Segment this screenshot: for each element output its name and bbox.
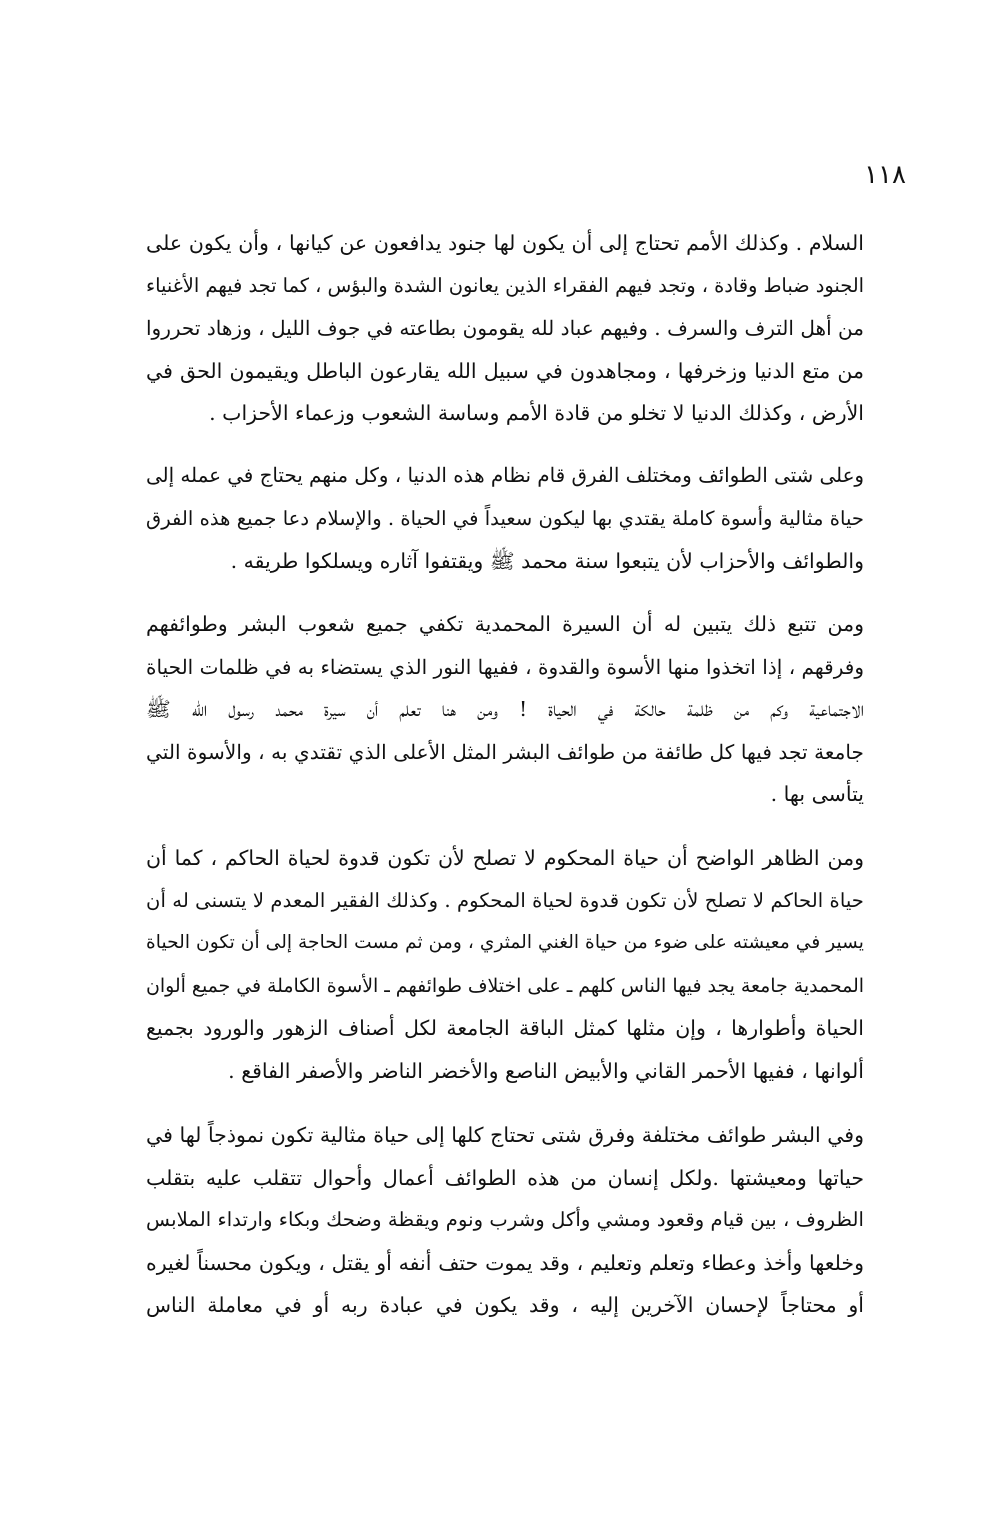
paragraph (146, 455, 864, 583)
page-number: ١١٨ (864, 160, 906, 190)
text-line: الظروف ، بين قيام وقعود ومشي وأكل وشرب ونوم ويقظة وضحك وبكاء وارتداء الملابس (146, 1208, 864, 1232)
text-line: من أهل الترف والسرف . وفيهم عباد لله يقومون بطاعته في جوف الليل ، وزهاد تحرروا (146, 316, 864, 341)
text-line: والطوائف والأحزاب لأن يتبعوا سنة محمد ﷺ ويقتفوا آثاره ويسلكوا طريقه . (230, 549, 864, 574)
text-line: المحمدية جامعة يجد فيها الناس كلهم ـ على اختلاف طوائفهم ـ الأسوة الكاملة في جميع ألوان (146, 974, 864, 997)
text-line: الأرض ، وكذلك الدنيا لا تخلو من قادة الأمم وساسة الشعوب وزعماء الأحزاب . (209, 401, 864, 426)
text-line: السلام . وكذلك الأمم تحتاج إلى أن يكون لها جنود يدافعون عن كيانها ، وأن يكون على (146, 231, 864, 255)
text-line: حياة الحاكم لا تصلح لأن تكون قدوة لحياة المحكوم . وكذلك الفقير المعدم لا يتسنى له أن (146, 888, 864, 912)
text-line: ومن تتبع ذلك يتبين له أن السيرة المحمدية تكفي جميع شعوب البشر وطوائفهم (146, 612, 864, 636)
text-line: وفي البشر طوائف مختلفة وفرق شتى تحتاج كلها إلى حياة مثالية تكون نموذجاً لها في (146, 1123, 864, 1147)
text-line: الحياة وأطوارها ، وإن مثلها كمثل الباقة الجامعة لكل أصناف الزهور والورود بجميع (146, 1016, 864, 1041)
text-line: جامعة تجد فيها كل طائفة من طوائف البشر المثل الأعلى الذي تقتدي به ، والأسوة التي (146, 739, 864, 764)
text-line: أو محتاجاً لإحسان الآخرين إليه ، وقد يكون في عبادة ربه أو في معاملة الناس (146, 1293, 864, 1318)
text-line: وفرقهم ، إذا اتخذوا منها الأسوة والقدوة ، ففيها النور الذي يستضاء به في ظلمات الحياة (146, 654, 864, 679)
text-line: من متع الدنيا وزخرفها ، ومجاهدون في سبيل الله يقارعون الباطل ويقيمون الحق في (146, 358, 864, 383)
text-line: الاجتماعية وكم من ظلمة حالكة في الحياة ! ومن هنا تعلم أن سيرة محمد رسول الله ﷺ (146, 697, 864, 722)
paragraph (146, 1114, 864, 1327)
text-line: يسير في معيشته على ضوء من حياة الغني المثري ، ومن ثم مست الحاجة إلى أن تكون الحياة (146, 932, 864, 954)
text-line: الجنود ضباط وقادة ، وتجد فيهم الفقراء الذين يعانون الشدة والبؤس ، كما تجد فيهم الأغنياء (146, 273, 864, 297)
paragraph (146, 837, 864, 1093)
text-line: يتأسى بها . (770, 782, 864, 807)
text-line: ألوانها ، ففيها الأحمر القاني والأبيض الناصع والأخضر الناضر والأصفر الفاقع . (228, 1058, 864, 1083)
paragraph (146, 603, 864, 816)
text-line: وخلعها وأخذ وعطاء وتعلم وتعليم ، وقد يموت حتف أنفه أو يقتل ، ويكون محسناً لغيره (146, 1250, 864, 1275)
text-line: ومن الظاهر الواضح أن حياة المحكوم لا تصلح لأن تكون قدوة لحياة الحاكم ، كما أن (146, 846, 864, 870)
text-line: وعلى شتى الطوائف ومختلف الفرق قام نظام هذه الدنيا ، وكل منهم يحتاج في عمله إلى (146, 464, 864, 487)
text-line: حياتها ومعيشتها .ولكل إنسان من هذه الطوائف أعمال وأحوال تتقلب عليه بتقلب (146, 1165, 864, 1190)
text-line: حياة مثالية وأسوة كاملة يقتدي بها ليكون سعيداً في الحياة . والإسلام دعا جميع هذه الفرق (146, 506, 864, 530)
paragraph (146, 222, 864, 435)
